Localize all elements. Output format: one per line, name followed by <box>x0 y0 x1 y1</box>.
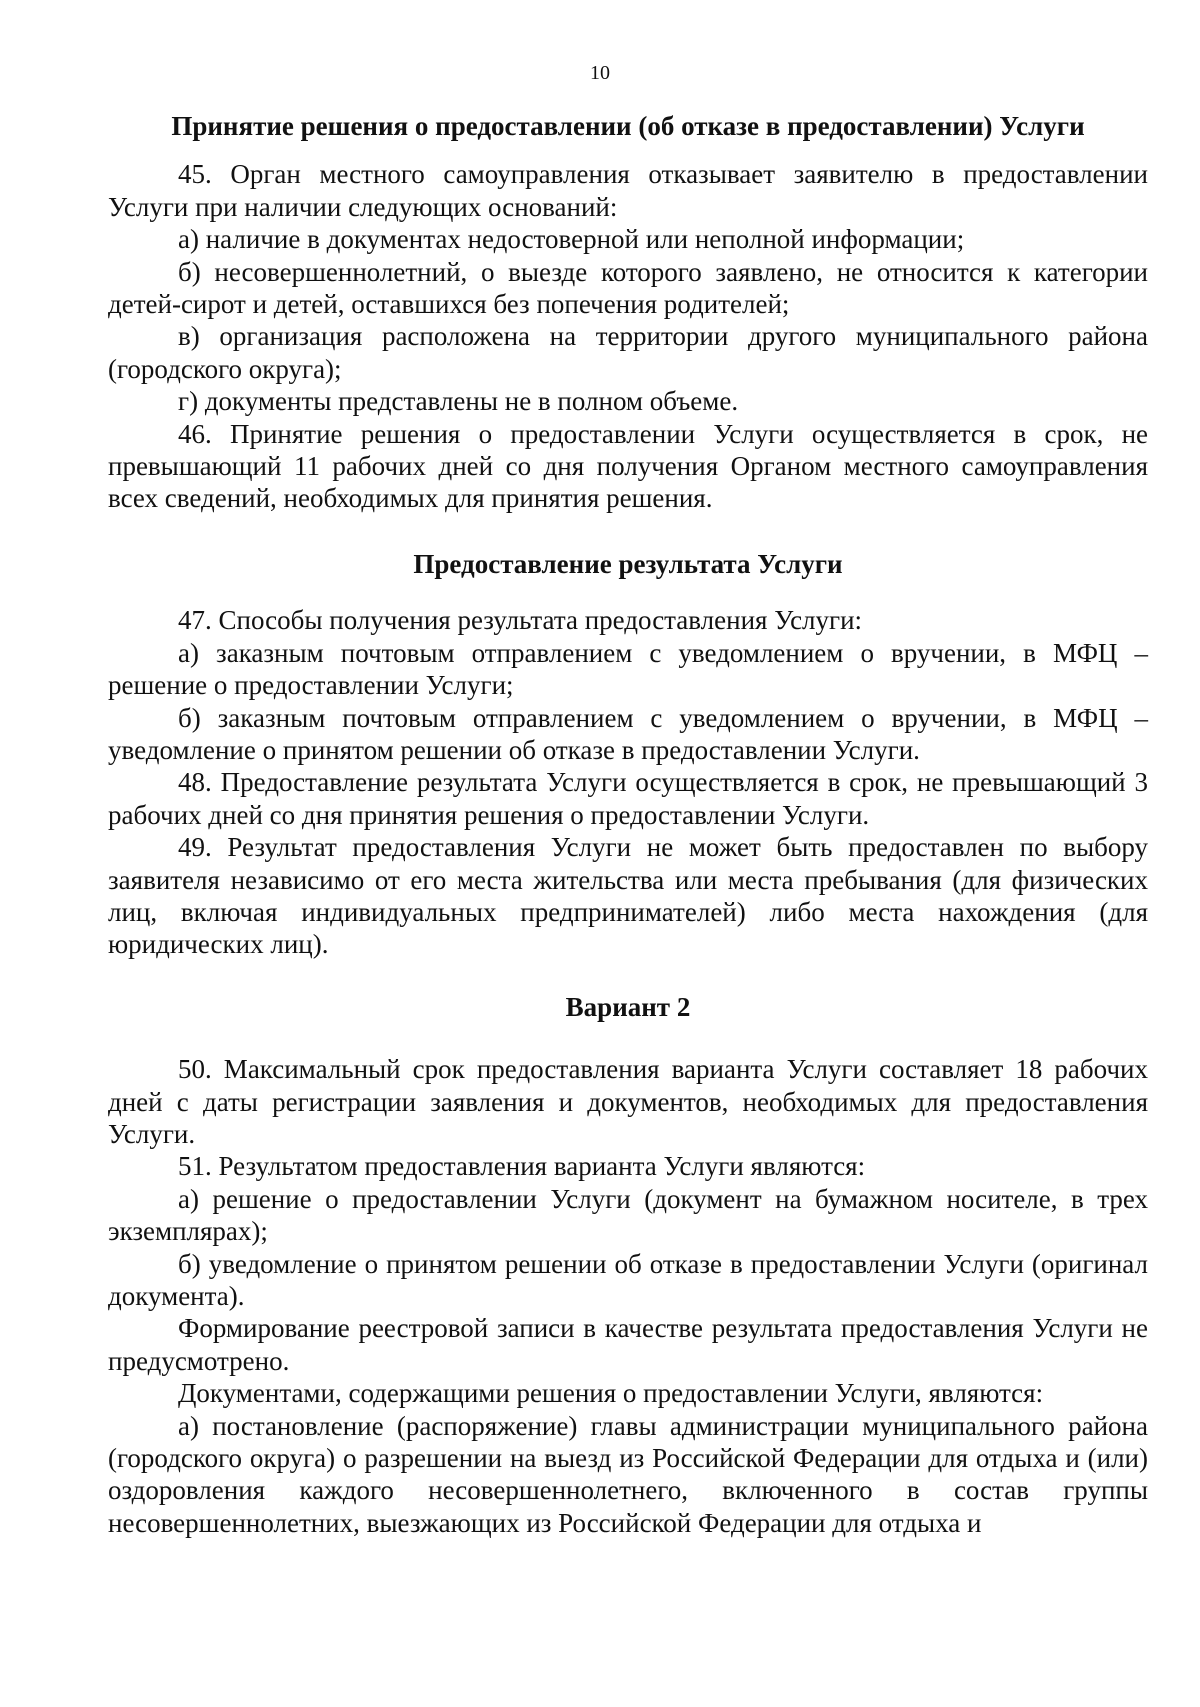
page-number: 10 <box>590 62 610 84</box>
paragraph: Документами, содержащими решения о предоставлении Услуги, являются: <box>178 1378 1044 1409</box>
paragraph: 47. Способы получения результата предоставления Услуги: <box>178 605 863 636</box>
paragraph: а) заказным почтовым отправлением с уведомлением о вручении, в МФЦ – решение о предоставлении Услуги; <box>108 637 1148 701</box>
paragraph: б) несовершеннолетний, о выезде которого заявлено, не относится к категории детей-сирот и детей, оставшихся без попечения родителей; <box>108 256 1148 320</box>
paragraph: 50. Максимальный срок предоставления варианта Услуги составляет 18 рабочих дней с даты регистрации заявления и документов, необходимых для предоставления Услуги. <box>108 1054 1148 1149</box>
paragraph: в) организация расположена на территории другого муниципального района (городского округа); <box>108 321 1148 384</box>
paragraph: 45. Орган местного самоуправления отказывает заявителю в предоставлении Услуги при наличии следующих оснований: <box>108 159 1148 222</box>
paragraph: 46. Принятие решения о предоставлении Услуги осуществляется в срок, не превышающий 11 рабочих дней со дня получения Органом местного самоуправления всех сведений, необходимых для принятия решения. <box>108 418 1148 514</box>
paragraph: г) документы представлены не в полном объеме. <box>178 386 739 417</box>
paragraph: б) заказным почтовым отправлением с уведомлением о вручении, в МФЦ – уведомление о принятом решении об отказе в предоставлении Услуги. <box>108 702 1148 765</box>
section-heading: Предоставление результата Услуги <box>413 548 843 579</box>
paragraph: Формирование реестровой записи в качестве результата предоставления Услуги не предусмотрено. <box>108 1313 1148 1376</box>
paragraph: а) постановление (распоряжение) главы администрации муниципального района (городского округа) о разрешении на выезд из Российской Федерации для отдыха и (или) оздоровления каждого несовершеннолетнего, включенного в состав группы несовершеннолетних, выезжающих из Российской Федерации для отдыха и <box>108 1410 1148 1538</box>
paragraph: 49. Результат предоставления Услуги не может быть предоставлен по выбору заявителя независимо от его места жительства или места пребывания (для физических лиц, включая индивидуальных предпринимателей) либо места нахождения (для юридических лиц). <box>108 832 1148 960</box>
paragraph: а) наличие в документах недостоверной или неполной информации; <box>178 224 965 255</box>
document-body <box>108 110 1148 1539</box>
paragraph: 48. Предоставление результата Услуги осуществляется в срок, не превышающий 3 рабочих дней со дня принятия решения о предоставлении Услуги. <box>108 767 1148 830</box>
paragraph: а) решение о предоставлении Услуги (документ на бумажном носителе, в трех экземплярах); <box>108 1183 1148 1247</box>
section-heading: Принятие решения о предоставлении (об отказе в предоставлении) Услуги <box>171 111 1085 141</box>
paragraph: б) уведомление о принятом решении об отказе в предоставлении Услуги (оригинал документа). <box>108 1248 1148 1311</box>
paragraph: 51. Результатом предоставления варианта Услуги являются: <box>178 1151 866 1182</box>
section-heading: Вариант 2 <box>565 991 691 1022</box>
